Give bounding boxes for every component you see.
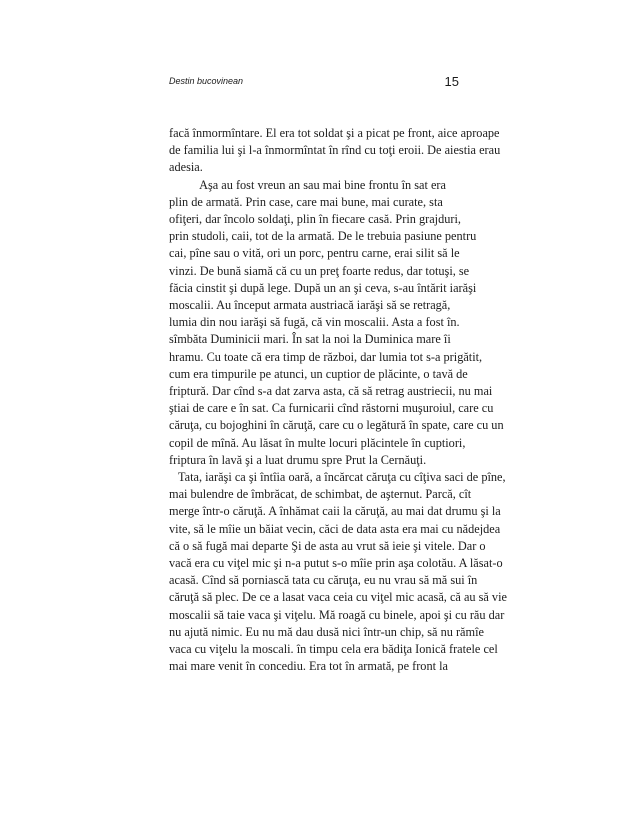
text-line: vacă era cu viţel mic şi n-a putut s-o mîie prin aşa colotău. A lăsat-o — [169, 556, 503, 571]
book-title: Destin bucovinean — [169, 76, 244, 86]
text-line: moscalii să taie vaca şi viţelu. Mă roagă cu binele, apoi şi cu rău dar — [169, 607, 505, 622]
text-line: friptura în lavă şi a luat drumu spre Prut la Cernăuţi. — [169, 452, 427, 467]
text-line: fripturǎ. Dar cînd s-a dat zarva asta, că să retrag austriecii, nu mai — [169, 384, 493, 399]
text-line: ştiai de care e în sat. Ca furnicarii cînd răstorni muşuroiul, care cu — [169, 401, 494, 416]
text-line: adesia. — [169, 160, 203, 175]
running-header — [169, 76, 459, 96]
text-line: vaca cu viţelu la moscali. în timpu cela era bădiţa Ionică fratele cel — [169, 642, 498, 657]
text-line: cum era timpurile pe atunci, un cuptior de plăcinte, o tavă de — [169, 366, 468, 381]
text-line: merge într-o căruţă. A înhămat caii la căruţă, au mai dat drumu şi la — [169, 504, 501, 519]
text-line: moscalii. Au început armata austriacă iarăşi să se retragă, — [169, 298, 451, 313]
text-line: hramu. Cu toate că era timp de război, dar lumia tot s-a prigătit, — [169, 349, 483, 364]
text-line: mai bulendre de îmbrăcat, de schimbat, de aşternut. Parcă, cît — [169, 487, 472, 502]
text-line: lumia din nou iarăşi să fugă, că vin moscalii. Asta a fost în. — [169, 315, 460, 330]
body-text — [169, 125, 507, 676]
text-line: căruţă să plec. De ce a lasat vaca ceia cu viţel mic acasă, că au să vie — [169, 590, 507, 605]
text-line: căruţa, cu bojoghini în căruţă, care cu o legătură în spate, care cu un — [169, 418, 504, 433]
text-line: mai mare venit în concediu. Era tot în armată, pe front la — [169, 659, 448, 674]
text-line: prin studoli, caii, tot de la armată. De le trebuia pasiune pentru — [169, 229, 477, 244]
text-line: vite, să le mîie un băiat vecin, căci de data asta era mai cu nădejdea — [169, 521, 501, 536]
text-line: copil de mînă. Au lăsat în multe locuri plăcintele în cuptiori, — [169, 435, 466, 450]
page-number: 15 — [444, 74, 459, 89]
text-line: plin de armată. Prin case, care mai bune, mai curate, sta — [169, 194, 443, 209]
text-line: nu ajută nimic. Eu nu mă dau dusă nici într-un chip, să nu rămîe — [169, 624, 484, 639]
text-line: făcia cinstit şi după lege. După un an şi ceva, s-au întărit iarăşi — [169, 280, 477, 295]
text-line: facă înmormîntare. El era tot soldat şi a picat pe front, aice aproape — [169, 126, 500, 140]
text-line: Tata, iarăşi ca şi întîia oară, a încărcat căruţa cu cîţiva saci de pîne, — [169, 470, 506, 485]
text-line: că o să fugă mai departe Şi de asta au vrut să ieie şi vitele. Dar o — [169, 538, 486, 553]
text-line: vinzi. De bună siamă că cu un preţ foarte redus, dar totuşi, se — [169, 263, 470, 278]
text-line: ofiţeri, dar încolo soldaţi, plin în fiecare casă. Prin grajduri, — [169, 212, 461, 227]
text-line: cai, pîne sau o vită, ori un porc, pentru carne, erai silit să le — [169, 246, 460, 261]
text-line: acasă. Cînd să porniască tata cu căruţa, eu nu vrau să mă sui în — [169, 573, 478, 588]
text-line: Aşa au fost vreun an sau mai bine frontu în sat era — [169, 177, 446, 192]
text-line: sîmbăta Duminicii mari. În sat la noi la Duminica mare îi — [169, 332, 451, 347]
text-line: de familia lui şi l-a înmormîntat în rînd cu toţi eroii. De aiestia erau — [169, 143, 501, 158]
